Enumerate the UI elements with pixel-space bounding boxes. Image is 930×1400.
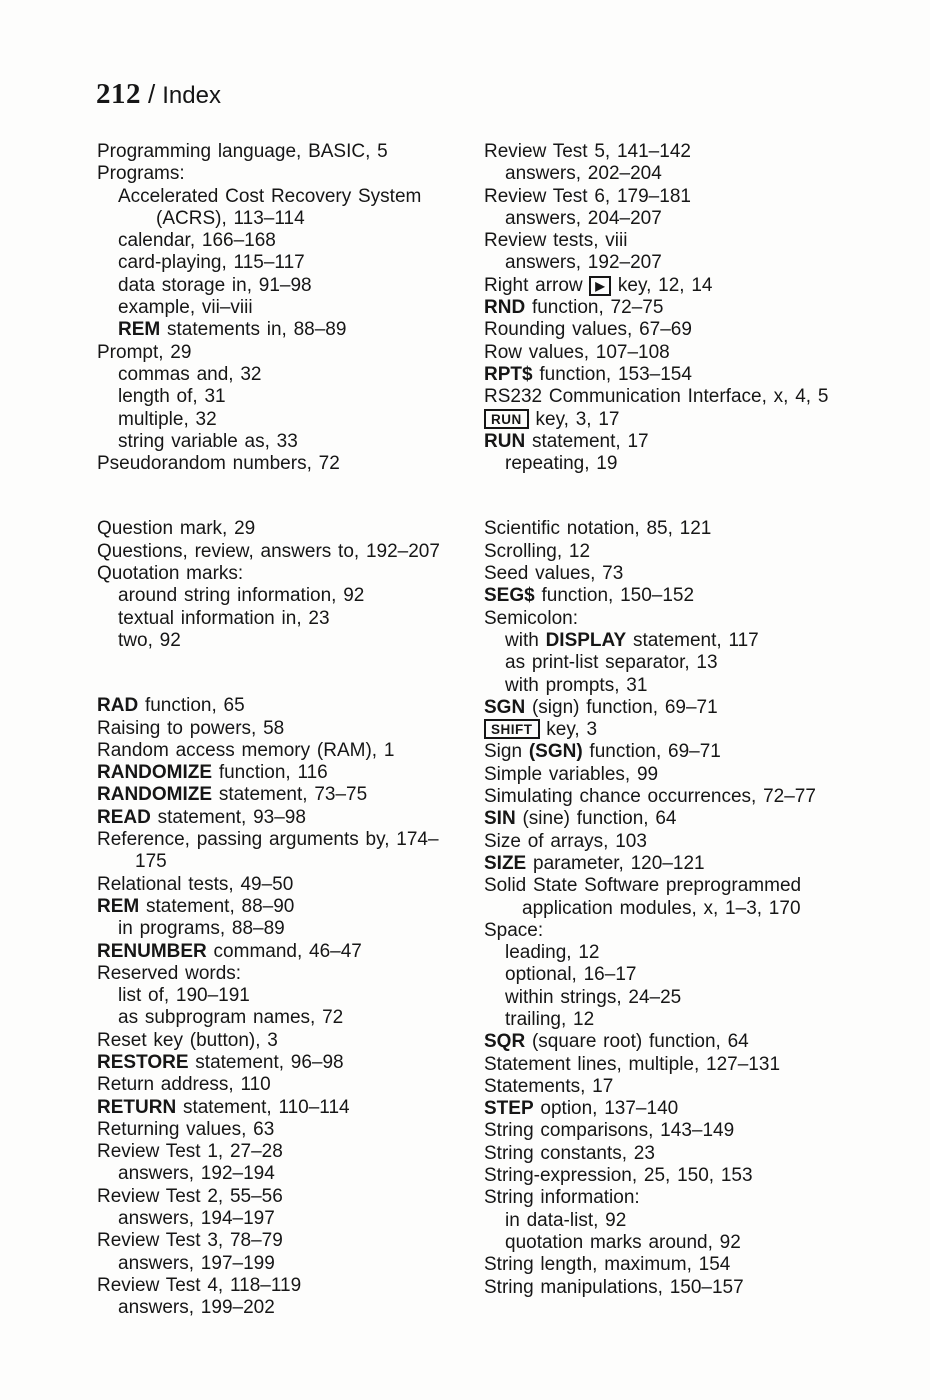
entry-text: key, 3 [539, 719, 598, 741]
entry-text: Statement lines, multiple, 127–131 [484, 1053, 781, 1075]
index-entry [484, 163, 828, 185]
entry-text: statements in, 88–89 [160, 319, 347, 341]
entry-text: Review Test 1, 27–28 [97, 1141, 283, 1163]
entry-text: function, 150–152 [534, 585, 695, 607]
index-entry [97, 585, 440, 607]
entry-text: trailing, 12 [505, 1008, 595, 1030]
entry-text: around string information, 92 [118, 585, 365, 607]
entry-text: Sign [484, 741, 529, 763]
entry-text: Rounding values, 67–69 [484, 319, 692, 341]
entry-text: key, 12, 14 [611, 274, 713, 296]
keyword-bold: SGN [484, 696, 526, 718]
index-entry [484, 230, 828, 252]
index-entry [97, 985, 440, 1007]
index-entry [97, 1230, 440, 1252]
entry-text: String length, maximum, 154 [484, 1254, 731, 1276]
entry-text: statement, 96–98 [188, 1051, 344, 1073]
index-entry [484, 1232, 828, 1254]
index-entry [484, 541, 828, 563]
index-entry [484, 186, 828, 208]
entry-text: function, 116 [212, 762, 328, 784]
keyword-bold: RUN [484, 430, 526, 452]
index-entry [97, 1074, 440, 1096]
index-entry [97, 364, 440, 386]
header-separator: / [148, 79, 156, 109]
index-column-left [97, 141, 440, 1320]
index-entry [97, 186, 440, 208]
index-entry [484, 409, 828, 431]
keyword-bold: STEP [484, 1098, 534, 1120]
index-entry [484, 1120, 828, 1142]
index-entry [484, 141, 828, 163]
entry-text: Question mark, 29 [97, 518, 256, 540]
index-entry [484, 630, 828, 652]
entry-text: textual information in, 23 [118, 607, 330, 629]
keyword-bold: SIN [484, 808, 516, 830]
index-entry [97, 208, 440, 230]
index-entry [484, 898, 828, 920]
entry-text: (ACRS), 113–114 [156, 207, 305, 229]
entry-text: Right arrow [484, 274, 590, 296]
entry-text: (square root) function, 64 [525, 1031, 749, 1053]
keyword-bold: DISPLAY [545, 629, 627, 651]
index-entry [97, 1007, 440, 1029]
index-entry [484, 964, 828, 986]
index-entry [484, 1277, 828, 1299]
entry-text: Review Test 6, 179–181 [484, 185, 691, 207]
entry-text: Scientific notation, 85, 121 [484, 518, 712, 540]
index-entry [484, 719, 828, 741]
entry-text: Review Test 3, 78–79 [97, 1230, 283, 1252]
index-entry [484, 585, 828, 607]
entry-text: within strings, 24–25 [505, 986, 682, 1008]
entry-text: Row values, 107–108 [484, 341, 670, 363]
entry-text: Reserved words: [97, 962, 242, 984]
entry-text: two, 92 [118, 629, 181, 651]
index-entry [97, 386, 440, 408]
keyword-bold: (SGN) [528, 741, 583, 763]
entry-text: Statements, 17 [484, 1075, 614, 1097]
entry-text: Accelerated Cost Recovery System [118, 185, 422, 207]
index-entry [484, 920, 828, 942]
entry-text: String manipulations, 150–157 [484, 1276, 744, 1298]
entry-text: key, 3, 17 [528, 408, 620, 430]
index-entry [97, 163, 440, 185]
index-column-right [484, 141, 828, 1299]
entry-text: Return address, 110 [97, 1074, 271, 1096]
index-entry [97, 1253, 440, 1275]
index-entry [484, 1210, 828, 1232]
keyword-bold: RAD [97, 695, 139, 717]
entry-text: length of, 31 [118, 386, 226, 408]
index-entry [484, 364, 828, 386]
index-entry [97, 1030, 440, 1052]
entry-text: Scrolling, 12 [484, 540, 591, 562]
index-entry [97, 941, 440, 963]
index-entry [484, 563, 828, 585]
entry-text: Solid State Software preprogrammed [484, 875, 802, 897]
entry-text: Returning values, 63 [97, 1118, 275, 1140]
entry-text: as print-list separator, 13 [505, 652, 718, 674]
index-entry [484, 1098, 828, 1120]
index-entry [484, 431, 828, 453]
entry-text: Review Test 5, 141–142 [484, 141, 691, 162]
entry-text: in data-list, 92 [505, 1209, 627, 1231]
entry-text: data storage in, 91–98 [118, 274, 312, 296]
index-entry [97, 518, 440, 540]
right-arrow-key-icon: ▶ [589, 276, 611, 296]
index-entry [484, 786, 828, 808]
entry-text: option, 137–140 [533, 1098, 679, 1120]
entry-text: String-expression, 25, 150, 153 [484, 1165, 753, 1187]
keyword-bold: RETURN [97, 1096, 177, 1118]
keyword-bold: RENUMBER [97, 940, 207, 962]
keyword-bold: RANDOMIZE [97, 762, 213, 784]
entry-text: Size of arrays, 103 [484, 830, 647, 852]
entry-text: optional, 16–17 [505, 964, 637, 986]
index-entry [97, 874, 440, 896]
index-entry [97, 608, 440, 630]
index-entry [484, 875, 828, 897]
keyword-bold: REM [97, 895, 140, 917]
entry-text: repeating, 19 [505, 453, 618, 475]
index-entry [97, 342, 440, 364]
entry-text: statement, 110–114 [176, 1096, 350, 1118]
entry-text: with [505, 629, 546, 651]
index-entry [97, 630, 440, 652]
entry-text: 175 [135, 851, 167, 873]
index-entry [484, 297, 828, 319]
index-entry [484, 831, 828, 853]
entry-text: Pseudorandom numbers, 72 [97, 453, 340, 475]
index-entry [97, 695, 440, 717]
index-entry [484, 808, 828, 830]
keyword-bold: REM [118, 319, 161, 341]
entry-text: Review Test 4, 118–119 [97, 1274, 302, 1296]
entry-text: as subprogram names, 72 [118, 1007, 344, 1029]
entry-text: (sine) function, 64 [515, 808, 677, 830]
entry-text: commas and, 32 [118, 363, 262, 385]
index-entry [484, 942, 828, 964]
index-entry [97, 1297, 440, 1319]
index-entry [484, 1187, 828, 1209]
keyword-bold: SQR [484, 1031, 526, 1053]
index-entry [484, 652, 828, 674]
index-entry [97, 297, 440, 319]
entry-text: list of, 190–191 [118, 985, 250, 1007]
page-title: Index [162, 82, 221, 109]
index-entry [97, 1163, 440, 1185]
index-entry [97, 230, 440, 252]
entry-text: answers, 204–207 [505, 207, 662, 229]
index-entry [484, 252, 828, 274]
index-entry [484, 1254, 828, 1276]
entry-text: function, 153–154 [532, 363, 692, 385]
index-entry [97, 319, 440, 341]
index-entry [484, 987, 828, 1009]
index-entry [97, 918, 440, 940]
entry-text: statement, 88–90 [139, 895, 295, 917]
keyword-bold: RESTORE [97, 1051, 189, 1073]
index-entry [97, 1052, 440, 1074]
entry-text: function, 69–71 [582, 741, 721, 763]
entry-text: Prompt, 29 [97, 341, 192, 363]
entry-text: statement, 93–98 [150, 806, 306, 828]
index-entry [97, 762, 440, 784]
entry-text: function, 72–75 [525, 297, 664, 319]
index-entry [484, 1165, 828, 1187]
entry-text: answers, 192–207 [505, 252, 662, 274]
page-header [96, 78, 221, 111]
keyword-bold: SEG$ [484, 585, 535, 607]
index-entry [97, 275, 440, 297]
entry-text: answers, 199–202 [118, 1297, 275, 1319]
entry-text: RS232 Communication Interface, x, 4, 5 [484, 386, 829, 408]
index-entry [484, 1031, 828, 1053]
index-entry [97, 431, 440, 453]
entry-text: Raising to powers, 58 [97, 717, 285, 739]
index-entry [97, 718, 440, 740]
index-entry [97, 141, 440, 163]
entry-text: String information: [484, 1187, 640, 1209]
index-entry [97, 409, 440, 431]
entry-text: Simple variables, 99 [484, 763, 659, 785]
index-entry [484, 342, 828, 364]
entry-text: answers, 192–194 [118, 1163, 275, 1185]
keyword-bold: READ [97, 806, 151, 828]
shift-key-cap: SHIFT [484, 719, 540, 739]
entry-text: Seed values, 73 [484, 563, 624, 585]
entry-text: command, 46–47 [206, 940, 362, 962]
entry-text: Review Test 2, 55–56 [97, 1185, 283, 1207]
keyword-bold: RPT$ [484, 363, 533, 385]
index-entry [484, 453, 828, 475]
index-entry [484, 608, 828, 630]
entry-text: Questions, review, answers to, 192–207 [97, 540, 440, 562]
entry-text: in programs, 88–89 [118, 918, 285, 940]
index-entry [97, 252, 440, 274]
index-entry [97, 1119, 440, 1141]
entry-text: String comparisons, 143–149 [484, 1120, 735, 1142]
index-entry [484, 518, 828, 540]
entry-text: Relational tests, 49–50 [97, 873, 294, 895]
index-entry [97, 1141, 440, 1163]
entry-text: quotation marks around, 92 [505, 1231, 741, 1253]
entry-text: example, vii–viii [118, 297, 253, 319]
entry-text: leading, 12 [505, 942, 600, 964]
index-entry [97, 807, 440, 829]
index-entry [97, 1097, 440, 1119]
index-entry [97, 563, 440, 585]
index-entry [484, 764, 828, 786]
entry-text: function, 65 [138, 695, 245, 717]
entry-text: answers, 194–197 [118, 1208, 275, 1230]
index-entry [97, 740, 440, 762]
entry-text: answers, 197–199 [118, 1252, 275, 1274]
entry-text: statement, 117 [626, 629, 759, 651]
entry-text: Simulating chance occurrences, 72–77 [484, 786, 816, 808]
entry-text: (sign) function, 69–71 [525, 696, 718, 718]
index-entry [484, 1054, 828, 1076]
index-entry [484, 853, 828, 875]
index-entry [484, 275, 828, 297]
entry-text: Space: [484, 919, 544, 941]
index-entry [484, 208, 828, 230]
index-entry [484, 386, 828, 408]
page-number: 212 [96, 78, 141, 110]
entry-text: Quotation marks: [97, 563, 244, 585]
index-entry [484, 1076, 828, 1098]
run-key-cap: RUN [484, 409, 529, 429]
entry-text: Semicolon: [484, 607, 578, 629]
index-entry [97, 1208, 440, 1230]
index-entry [97, 1186, 440, 1208]
index-entry [97, 453, 440, 475]
entry-text: Reference, passing arguments by, 174– [97, 829, 439, 851]
keyword-bold: RND [484, 297, 526, 319]
entry-text: answers, 202–204 [505, 163, 662, 185]
entry-text: string variable as, 33 [118, 430, 298, 452]
index-entry [484, 675, 828, 697]
index-entry [484, 1009, 828, 1031]
entry-text: statement, 17 [525, 430, 649, 452]
index-entry [97, 896, 440, 918]
entry-text: application modules, x, 1–3, 170 [522, 897, 801, 919]
entry-text: String constants, 23 [484, 1142, 655, 1164]
entry-text: card-playing, 115–117 [118, 252, 305, 274]
index-entry [484, 697, 828, 719]
index-entry [97, 963, 440, 985]
entry-text: calendar, 166–168 [118, 230, 276, 252]
entry-text: multiple, 32 [118, 408, 217, 430]
keyword-bold: SIZE [484, 852, 527, 874]
index-entry [97, 784, 440, 806]
index-entry [97, 829, 440, 851]
index-entry [97, 1275, 440, 1297]
entry-text: parameter, 120–121 [526, 852, 705, 874]
entry-text: with prompts, 31 [505, 674, 648, 696]
index-entry [97, 851, 440, 873]
index-entry [97, 541, 440, 563]
index-entry [484, 1143, 828, 1165]
entry-text: Review tests, viii [484, 230, 628, 252]
entry-text: Random access memory (RAM), 1 [97, 739, 395, 761]
keyword-bold: RANDOMIZE [97, 784, 213, 806]
index-entry [484, 319, 828, 341]
entry-text: Programs: [97, 163, 185, 185]
entry-text: statement, 73–75 [212, 784, 368, 806]
index-entry [484, 741, 828, 763]
entry-text: Programming language, BASIC, 5 [97, 141, 388, 162]
entry-text: Reset key (button), 3 [97, 1029, 278, 1051]
